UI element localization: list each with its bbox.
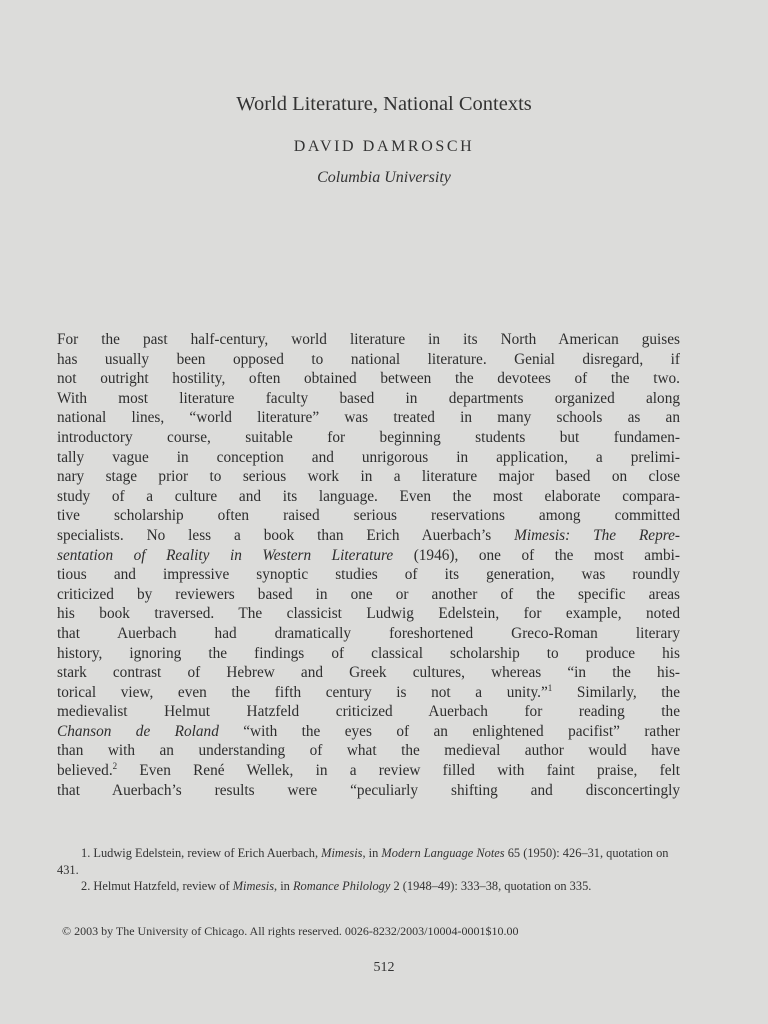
body-line: tive scholarship often raised serious reservations among committed: [57, 507, 680, 525]
copyright-line: © 2003 by The University of Chicago. All rights reserved. 0026-8232/2003/10004-0001$10.00: [62, 924, 519, 938]
body-line: torical view, even the fifth century is not a unity.”$^1$ Similarly, the: [57, 682, 680, 701]
footnote-ref-2[interactable]: 2: [112, 761, 118, 772]
author-affiliation: Columbia University: [317, 169, 451, 186]
author-name: DAVID DAMROSCH: [293, 138, 475, 155]
body-line: specialists. No less a book than Erich Auerbach’s Mimesis: The Repre-: [57, 526, 680, 544]
footnote-ref-1[interactable]: 1: [547, 682, 553, 693]
body-line: believed.$^2$ Even René Wellek, in a review filled with faint praise, felt: [57, 761, 680, 780]
body-line: study of a culture and its language. Even the most elaborate compara-: [57, 487, 680, 505]
footnote-1: 1. Ludwig Edelstein, review of Erich Auerbach, Mimesis, in Modern Language Notes 65 (1950): 426–31, quotation on 431.: [57, 846, 669, 877]
body-line: For the past half-century, world literature in its North American guises: [57, 331, 680, 348]
body-line: has usually been opposed to national literature. Genial disregard, if: [57, 350, 680, 368]
body-text: [57, 330, 680, 800]
body-line: his book traversed. The classicist Ludwig Edelstein, for example, noted: [57, 605, 680, 623]
body-line: With most literature faculty based in departments organized along: [57, 389, 680, 407]
body-line: not outright hostility, often obtained between the devotees of the two.: [57, 370, 680, 388]
body-line: tally vague in conception and unrigorous in application, a prelimi-: [57, 448, 680, 466]
body-line: medievalist Helmut Hatzfeld criticized Auerbach for reading the: [57, 703, 680, 721]
body-line: criticized by reviewers based in one or another of the specific areas: [57, 585, 680, 603]
body-line: nary stage prior to serious work in a literature major based on close: [57, 468, 680, 486]
book-title-chanson: Chanson de Roland: [57, 722, 219, 740]
book-title-mimesis-cont: sentation of Reality in Western Literature: [57, 546, 394, 564]
body-line: tious and impressive synoptic studies of its generation, was roundly: [57, 566, 680, 584]
article-title: World Literature, National Contexts: [236, 93, 532, 115]
page-number: 512: [373, 960, 395, 975]
body-line: introductory course, suitable for beginning students but fundamen-: [57, 428, 680, 446]
body-line: that Auerbach had dramatically foreshortened Greco-Roman literary: [57, 624, 680, 642]
body-line: stark contrast of Hebrew and Greek cultures, whereas “in the his-: [57, 664, 680, 682]
book-title-mimesis: Mimesis: The Repre-: [514, 526, 680, 544]
footnotes: [57, 845, 682, 895]
body-line: Chanson de Roland “with the eyes of an enlightened pacifist” rather: [57, 722, 680, 740]
footnote-2: 2. Helmut Hatzfeld, review of Mimesis, in Romance Philology 2 (1948–49): 333–38, quotation on 335.: [81, 879, 592, 893]
body-line: sentation of Reality in Western Literature (1946), one of the most ambi-: [57, 546, 680, 564]
body-line: national lines, “world literature” was treated in many schools as an: [57, 409, 680, 427]
body-line: that Auerbach’s results were “peculiarly shifting and disconcertingly: [57, 781, 680, 799]
body-line: than with an understanding of what the medieval author would have: [57, 742, 680, 760]
body-line: history, ignoring the findings of classical scholarship to produce his: [57, 644, 680, 662]
